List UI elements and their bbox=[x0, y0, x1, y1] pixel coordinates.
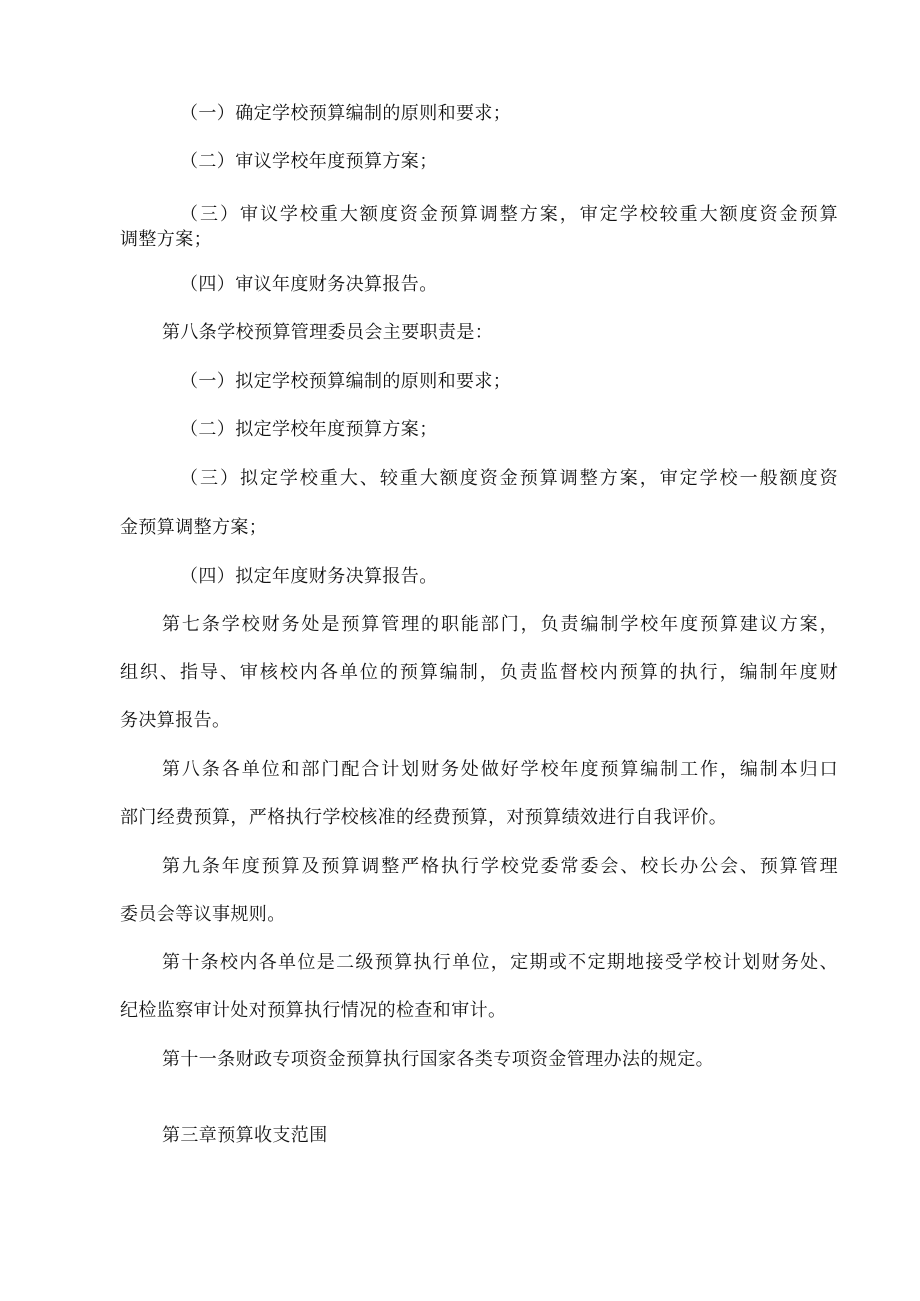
article-10-para-line1: 第十条校内各单位是二级预算执行单位，定期或不定期地接受学校计划财务处、 bbox=[162, 952, 838, 973]
item-2-review-annual-budget: （二）审议学校年度预算方案； bbox=[180, 151, 438, 172]
item-3-draft-adjustment-line2: 金预算调整方案； bbox=[120, 517, 268, 538]
article-7-para-line2: 组织、指导、审核校内各单位的预算编制，负责监督校内预算的执行，编制年度财 bbox=[120, 662, 838, 683]
item-3-review-adjustment-line1: （三）审议学校重大额度资金预算调整方案，审定学校较重大额度资金预算 bbox=[180, 204, 838, 225]
item-4-draft-final-accounts: （四）拟定年度财务决算报告。 bbox=[180, 566, 438, 587]
article-9-para-line2: 委员会等议事规则。 bbox=[120, 904, 286, 925]
article-7-para-line3: 务决算报告。 bbox=[120, 710, 231, 731]
item-3-review-adjustment-line2: 调整方案； bbox=[120, 229, 212, 250]
chapter-3-heading: 第三章预算收支范围 bbox=[162, 1125, 328, 1146]
article-8-units-para-line2: 部门经费预算，严格执行学校核准的经费预算，对预算绩效进行自我评价。 bbox=[120, 807, 728, 828]
article-8-units-para-line1: 第八条各单位和部门配合计划财务处做好学校年度预算编制工作，编制本归口 bbox=[162, 759, 838, 780]
article-10-para-line2: 纪检监察审计处对预算执行情况的检查和审计。 bbox=[120, 1000, 507, 1021]
article-8-committee-duties: 第八条学校预算管理委员会主要职责是： bbox=[162, 322, 494, 343]
item-4-review-final-accounts: （四）审议年度财务决算报告。 bbox=[180, 274, 438, 295]
item-1-draft-principles: （一）拟定学校预算编制的原则和要求； bbox=[180, 371, 512, 392]
article-7-para-line1: 第七条学校财务处是预算管理的职能部门，负责编制学校年度预算建议方案， bbox=[162, 614, 838, 635]
article-11-para: 第十一条财政专项资金预算执行国家各类专项资金管理办法的规定。 bbox=[162, 1049, 714, 1070]
item-3-draft-adjustment-line1: （三）拟定学校重大、较重大额度资金预算调整方案，审定学校一般额度资 bbox=[180, 468, 838, 489]
item-2-draft-annual-budget: （二）拟定学校年度预算方案； bbox=[180, 419, 438, 440]
article-9-para-line1: 第九条年度预算及预算调整严格执行学校党委常委会、校长办公会、预算管理 bbox=[162, 856, 838, 877]
item-1-determine-principles: （一）确定学校预算编制的原则和要求； bbox=[180, 103, 512, 124]
